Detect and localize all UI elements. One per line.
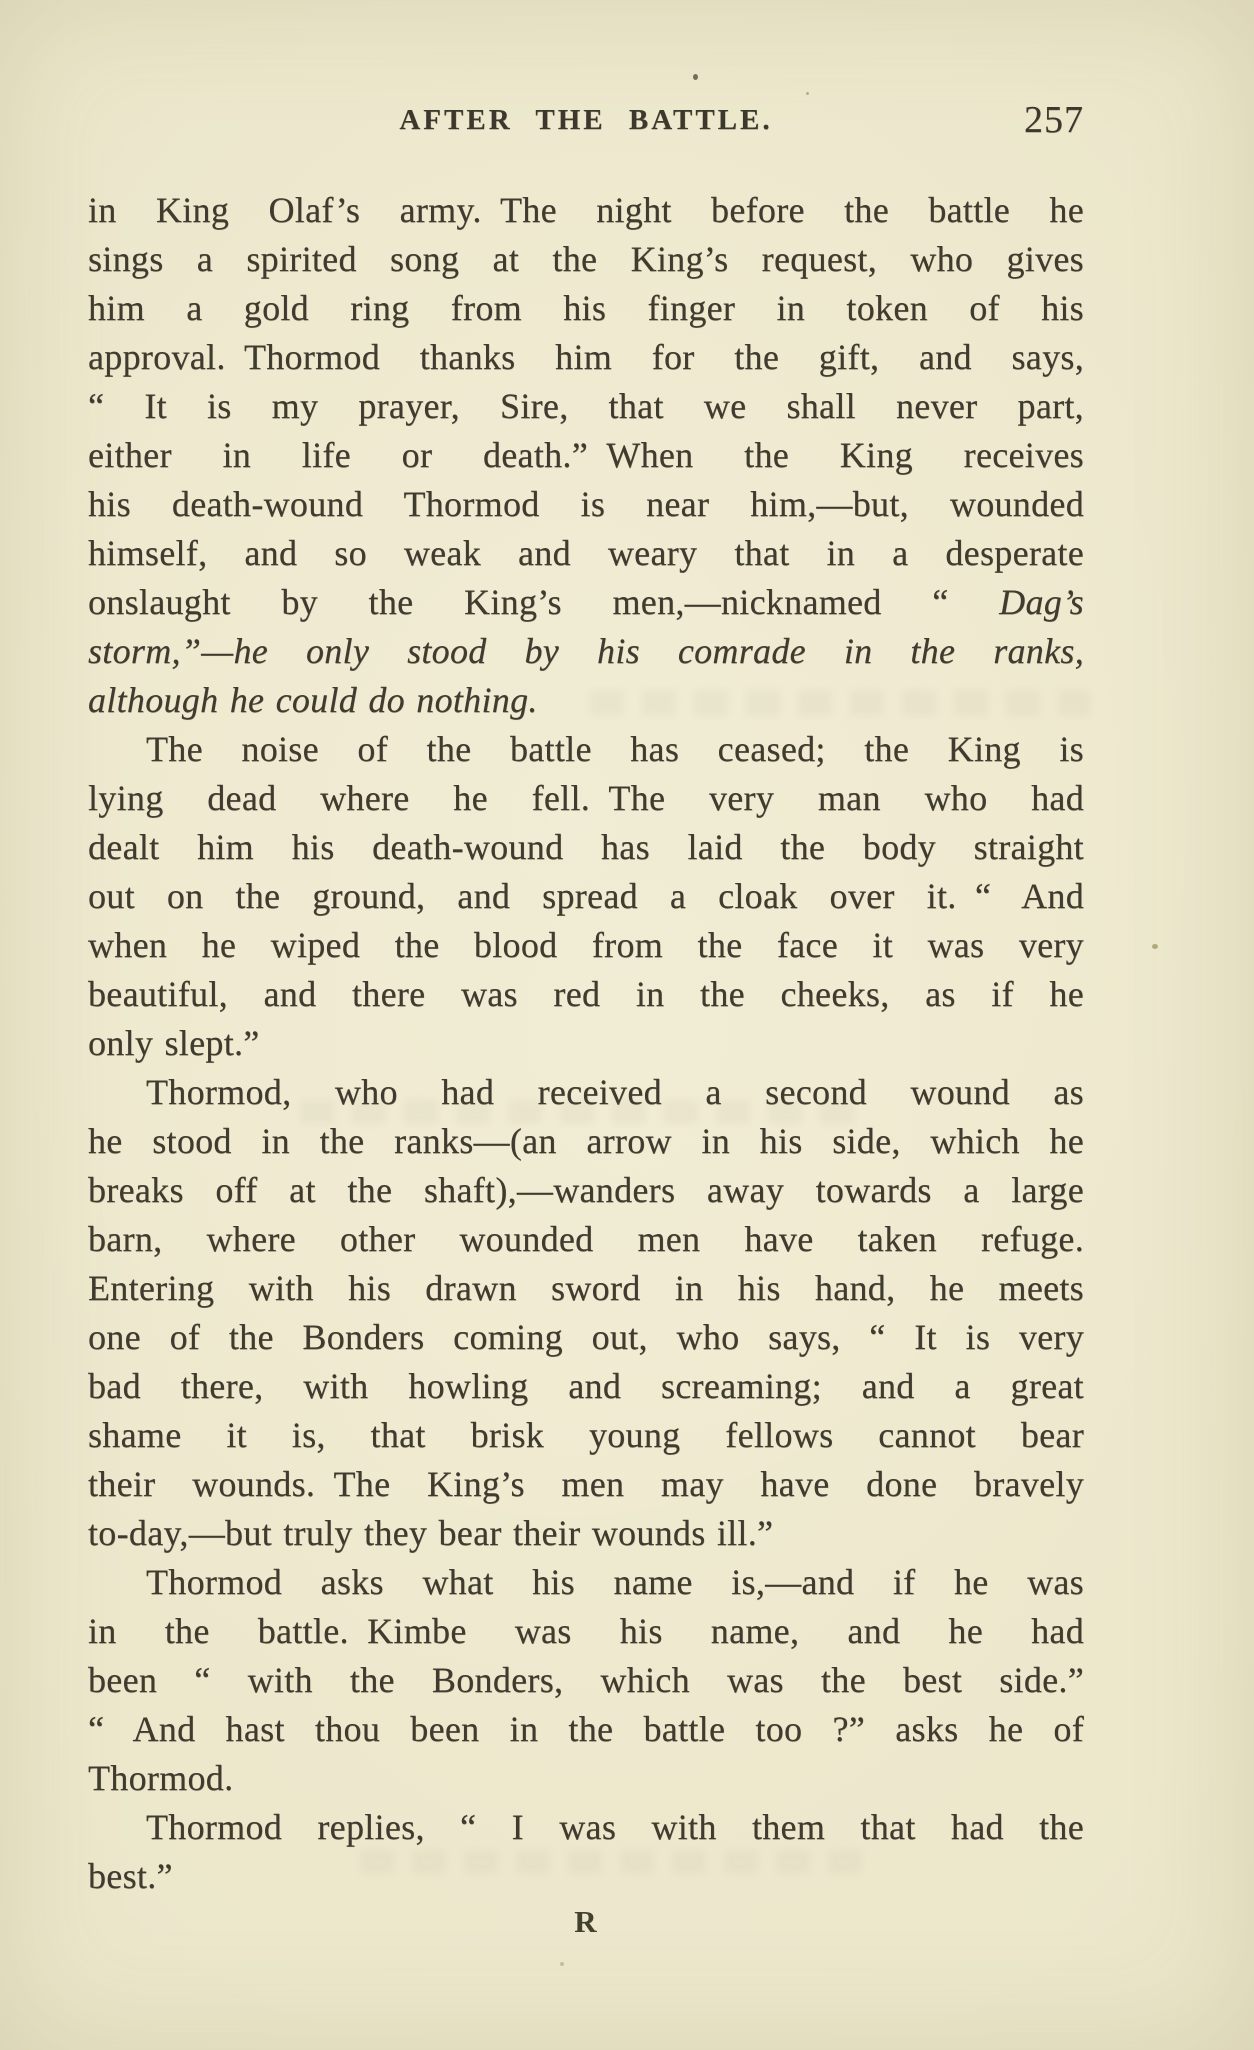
- text-line: [88, 1215, 1084, 1264]
- text-segment: Entering with his drawn sword in his hand, he meets: [88, 1268, 1084, 1308]
- italic-text-segment: although he could do nothing.: [88, 680, 538, 720]
- text-line: [88, 431, 1084, 480]
- text-line: [88, 823, 1084, 872]
- text-segment: himself, and so weak and weary that in a desperate: [88, 533, 1084, 573]
- text-segment: only slept.”: [88, 1023, 260, 1063]
- signature-mark: R: [574, 1904, 598, 1939]
- text-line: [88, 480, 1084, 529]
- text-line: [88, 578, 1084, 627]
- show-through-smudge: [300, 1100, 860, 1124]
- text-segment: Thormod, who had received a second wound as: [146, 1072, 1084, 1112]
- text-segment: out on the ground, and spread a cloak over it. “ And: [88, 876, 1084, 916]
- running-header: [88, 99, 1084, 154]
- text-line: [88, 1558, 1084, 1607]
- text-segment: either in life or death.” When the King receives: [88, 435, 1084, 475]
- text-line: [88, 1509, 1084, 1558]
- text-line: [88, 1166, 1084, 1215]
- text-segment: bad there, with howling and screaming; and a great: [88, 1366, 1084, 1406]
- paper-speck: [560, 1962, 564, 1966]
- text-segment: him a gold ring from his finger in token of his: [88, 288, 1084, 328]
- text-line: [88, 235, 1084, 284]
- text-segment: he stood in the ranks—(an arrow in his side, which he: [88, 1121, 1084, 1161]
- text-line: [88, 921, 1084, 970]
- paper-speck: [693, 74, 698, 80]
- text-segment: in King Olaf’s army. The night before the battle he: [88, 190, 1084, 230]
- text-segment: onslaught by the King’s men,—nicknamed “: [88, 582, 1000, 622]
- text-segment: Thormod asks what his name is,—and if he was: [146, 1562, 1084, 1602]
- paper-speck: [1152, 944, 1158, 949]
- text-segment: been “ with the Bonders, which was the best side.”: [88, 1660, 1084, 1700]
- text-segment: approval. Thormod thanks him for the gift, and says,: [88, 337, 1084, 377]
- text-line: [88, 1460, 1084, 1509]
- running-header-title: AFTER THE BATTLE.: [399, 104, 773, 136]
- text-segment: sings a spirited song at the King’s request, who gives: [88, 239, 1084, 279]
- text-segment: barn, where other wounded men have taken refuge.: [88, 1219, 1084, 1259]
- text-line: [88, 1019, 1084, 1068]
- text-line: [88, 970, 1084, 1019]
- text-segment: when he wiped the blood from the face it was very: [88, 925, 1084, 965]
- text-segment: Thormod.: [88, 1758, 234, 1798]
- text-line: [88, 1607, 1084, 1656]
- text-line: [88, 774, 1084, 823]
- text-segment: his death-wound Thormod is near him,—but, wounded: [88, 484, 1084, 524]
- text-segment: to-day,—but truly they bear their wounds ill.”: [88, 1513, 774, 1553]
- text-segment: breaks off at the shaft),—wanders away towards a large: [88, 1170, 1084, 1210]
- text-segment: in the battle. Kimbe was his name, and he had: [88, 1611, 1084, 1651]
- text-segment: The noise of the battle has ceased; the King is: [146, 729, 1084, 769]
- text-line: [88, 1313, 1084, 1362]
- text-line: [88, 284, 1084, 333]
- text-line: [88, 1264, 1084, 1313]
- text-line: [88, 186, 1084, 235]
- text-line: [88, 529, 1084, 578]
- text-line: [88, 1411, 1084, 1460]
- text-line: [88, 1362, 1084, 1411]
- page-number: 257: [1024, 99, 1084, 141]
- text-segment: one of the Bonders coming out, who says, “ It is very: [88, 1317, 1084, 1357]
- text-segment: “ And hast thou been in the battle too ?” asks he of: [88, 1709, 1084, 1749]
- text-line: [88, 1656, 1084, 1705]
- text-line: [88, 627, 1084, 676]
- page-body: [88, 186, 1084, 1901]
- text-segment: dealt him his death-wound has laid the body straight: [88, 827, 1084, 867]
- text-segment: best.”: [88, 1856, 173, 1896]
- text-segment: their wounds. The King’s men may have done bravely: [88, 1464, 1084, 1504]
- italic-text-segment: Dag’s: [999, 582, 1084, 622]
- italic-text-segment: storm,”—he only stood by his comrade in the ranks,: [88, 631, 1084, 671]
- text-segment: lying dead where he fell. The very man who had: [88, 778, 1084, 818]
- text-line: [88, 725, 1084, 774]
- paper-speck: [806, 92, 809, 95]
- text-segment: “ It is my prayer, Sire, that we shall never part,: [88, 386, 1084, 426]
- text-line: [88, 872, 1084, 921]
- text-line: [88, 333, 1084, 382]
- show-through-smudge: [360, 1850, 880, 1874]
- text-segment: beautiful, and there was red in the cheeks, as if he: [88, 974, 1084, 1014]
- text-line: [88, 1754, 1084, 1803]
- text-segment: shame it is, that brisk young fellows cannot bear: [88, 1415, 1084, 1455]
- text-line: [88, 382, 1084, 431]
- show-through-smudge: [590, 690, 1090, 716]
- text-line: [88, 1803, 1084, 1852]
- text-segment: Thormod replies, “ I was with them that had the: [146, 1807, 1084, 1847]
- text-line: [88, 1117, 1084, 1166]
- text-line: [88, 1705, 1084, 1754]
